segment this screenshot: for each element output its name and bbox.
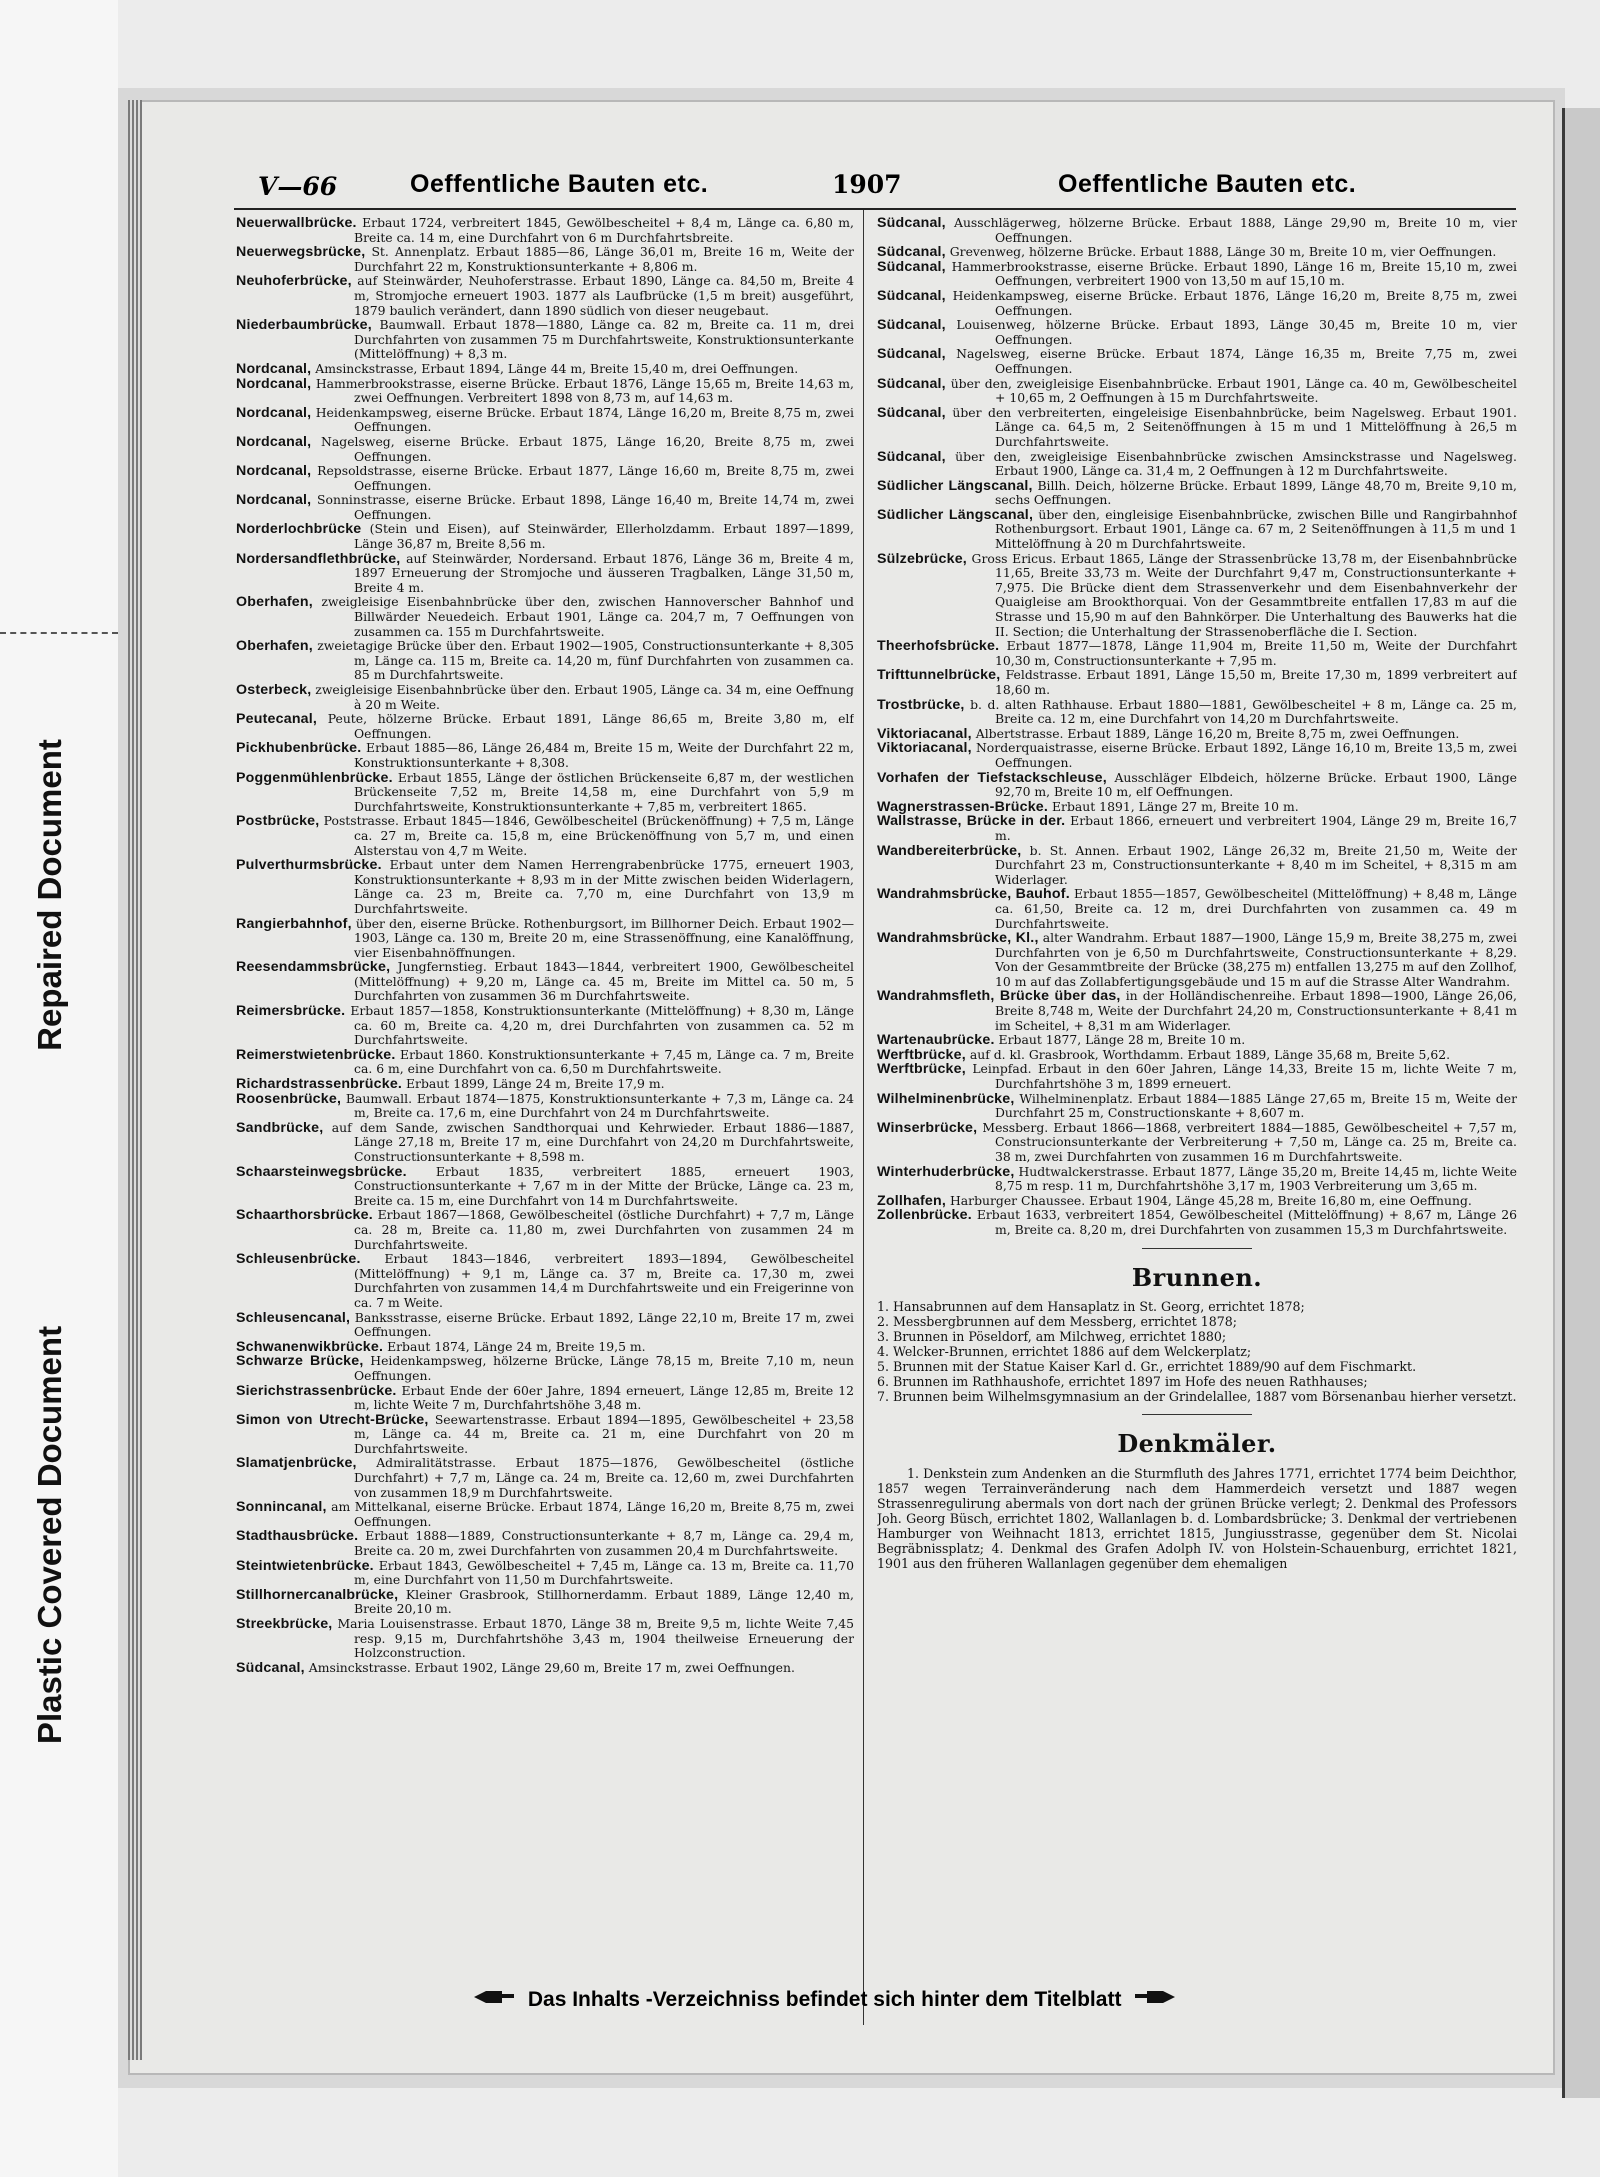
entry-name: Viktoriacanal,	[877, 725, 972, 742]
entry-name: Viktoriacanal,	[877, 740, 972, 757]
entry-name: Wallstrasse, Brücke in der.	[877, 813, 1066, 830]
entry-detail: über den, zweigleisige Eisenbahnbrücke. Erbaut 1901, Länge ca. 40 m, Gewölbescheitel + 10,65 m, 2 Oeffnungen à 15 m Durchfahrtsweite.	[950, 375, 1517, 406]
entry-detail: über den verbreiterten, eingeleisige Eisenbahnbrücke, beim Nagelsweg. Erbaut 1901. Länge ca. 64,5 m, 2 Seitenöffnungen à 15 m und 1 Mittelöffnung à 26,5 m Durchfahrtsweite.	[952, 404, 1517, 449]
entry-detail: St. Annenplatz. Erbaut 1885—86, Länge 36,01 m, Breite 16 m, Weite der Durchfahrt 22 m, Konstruktionsunterkante + 8,806 m.	[354, 244, 854, 274]
entry-detail: Heidenkampsweg, hölzerne Brücke, Länge 78,15 m, Breite 7,10 m, neun Oeffnungen.	[354, 1353, 854, 1383]
entry-name: Pulverthurmsbrücke.	[236, 857, 382, 874]
entry-name: Wandrahmsbrücke, Kl.,	[877, 930, 1039, 947]
footer-note	[466, 1988, 1366, 2018]
entry	[236, 274, 854, 318]
entry-name: Nordcanal,	[236, 492, 312, 509]
entry-detail: Norderquaistrasse, eiserne Brücke. Erbaut 1892, Länge 16,10 m, Breite 13,5 m, zwei Oeffnungen.	[975, 740, 1517, 770]
entry-detail: Heidenkampsweg, eiserne Brücke. Erbaut 1874, Länge 16,20 m, Breite 8,75 m, zwei Oeffnungen.	[315, 404, 854, 435]
entry	[236, 1092, 854, 1121]
list-item: 4. Welcker-Brunnen, errichtet 1886 auf dem Welckerplatz;	[877, 1344, 1252, 1360]
entry	[877, 260, 1517, 289]
entry-name: Nordcanal,	[236, 375, 312, 392]
entry-name: Theerhofsbrücke.	[877, 638, 1000, 655]
entry-name: Oberhafen,	[236, 594, 313, 611]
entry-detail: Peute, hölzerne Brücke. Erbaut 1891, Länge 86,65 m, Breite 3,80 m, elf Oeffnungen.	[327, 711, 854, 741]
entry-name: Trostbrücke,	[877, 696, 965, 713]
column-divider	[863, 210, 864, 2025]
entry-name: Sandbrücke,	[236, 1119, 324, 1136]
entry-detail: Gross Ericus. Erbaut 1865, Länge der Strassenbrücke 13,78 m, der Eisenbahnbrücke 11,65, Breite 33,73 m. Weite der Durchfahrt 9,47 m, Constructionsunterkante + 7,975. Die Brücke dient dem Strassenverkehr und dem Eisenbahnverkehr der Quaigleise am Brookthorquai. Von der Gesammtbreite entfallen 17,83 m auf die Strasse und 15,90 m auf den Bahnkörper. Die Unterhaltung des Bauwerks hat die II. Section; die Unterhaltung der Strassenoberfläche die I. Section.	[971, 550, 1517, 639]
entry-name: Schaarthorsbrücke.	[236, 1207, 373, 1224]
entry-detail: Baumwall. Erbaut 1874—1875, Konstruktionsunterkante + 7,3 m, Länge ca. 24 m, Breite ca. 17,6 m, eine Durchfahrt von 24 m Durchfahrtsweite.	[345, 1090, 854, 1121]
entry	[236, 1617, 854, 1661]
entry-detail: Erbaut 1888—1889, Constructionsunterkante + 8,7 m, Länge ca. 29,4 m, Breite ca. 20 m, zwei Durchfahrten von zusammen 20,4 m Durchfahrtsweite.	[354, 1528, 854, 1559]
entry	[236, 1500, 854, 1529]
entry-detail: Albertstrasse. Erbaut 1889, Länge 16,20 m, Breite 8,75 m, zwei Oeffnungen.	[975, 725, 1460, 741]
entry	[877, 931, 1517, 989]
entry-name: Südcanal,	[877, 287, 946, 304]
entry-detail: Hammerbrookstrasse, eiserne Brücke. Erbaut 1890, Länge 16 m, Breite 15,10 m, zwei Oeffnungen, verbreitert 1900 von 13,50 m auf 15,10 m.	[951, 258, 1517, 289]
entry-detail: Erbaut 1885—86, Länge 26,484 m, Breite 15 m, Weite der Durchfahrt 22 m, Konstruktionsunterkante + 8,308.	[354, 740, 854, 770]
entry-detail: auf Steinwärder, Neuhoferstrasse. Erbaut 1890, Länge ca. 84,50 m, Breite 4 m, Stromjoche erneuert 1903. 1877 als Laufbrücke (1,5 m breit) ausgeführt, 1879 baulich verändert, dann 1890 südlich von dieser neugebaut.	[354, 273, 854, 318]
entry-detail: Erbaut 1843, Gewölbescheitel + 7,45 m, Länge ca. 13 m, Breite ca. 11,70 m, eine Durchfahrt von 11,50 m Durchfahrtsweite.	[354, 1557, 854, 1588]
entry-detail: Erbaut 1855—1857, Gewölbescheitel (Mittelöffnung) + 8,48 m, Länge ca. 61,50, Breite ca. 12 m, drei Durchfahrten von zusammen ca. 49 m Durchfahrtsweite.	[995, 886, 1517, 931]
entry	[236, 960, 854, 1004]
entry-name: Trifttunnelbrücke,	[877, 667, 1001, 684]
list-item: 5. Brunnen mit der Statue Kaiser Karl d. Gr., errichtet 1889/90 auf dem Fischmarkt.	[877, 1359, 1417, 1375]
entry	[236, 1559, 854, 1588]
list-item: 6. Brunnen im Rathhaushofe, errichtet 1897 im Hofe des neuen Rathhauses;	[877, 1374, 1368, 1390]
entry-name: Sierichstrassenbrücke.	[236, 1382, 397, 1399]
denkmaeler-heading: Denkmäler.	[1117, 1429, 1277, 1459]
entry	[877, 245, 1517, 260]
entry	[877, 741, 1517, 770]
entry-name: Wandbereiterbrücke,	[877, 842, 1022, 859]
entry	[236, 1588, 854, 1617]
entry-detail: Billh. Deich, hölzerne Brücke. Erbaut 1899, Länge 48,70 m, Breite 9,10 m, sechs Oeffnungen.	[995, 477, 1517, 508]
entry	[877, 771, 1517, 800]
next-page-edge	[1562, 108, 1600, 2098]
entry-detail: Louisenweg, hölzerne Brücke. Erbaut 1893, Länge 30,45 m, Breite 10 m, vier Oeffnungen.	[956, 317, 1517, 347]
entry	[877, 479, 1517, 508]
entry-detail: Grevenweg, hölzerne Brücke. Erbaut 1888, Länge 30 m, Breite 10 m, vier Oeffnungen.	[949, 244, 1497, 260]
entry	[236, 1384, 854, 1413]
entry-detail: in der Holländischenreihe. Erbaut 1898—1900, Länge 26,06, Breite 8,748 m, Weite der Durchfahrt 24,20 m, Constructionsunterkante + 8,41 m im Scheitel, + 8,31 m am Widerlager.	[995, 988, 1517, 1033]
entry-name: Schaarsteinwegsbrücke.	[236, 1163, 407, 1180]
entry	[236, 522, 854, 551]
entry-name: Wandrahmsbrücke, Bauhof.	[877, 886, 1070, 903]
entry	[877, 1062, 1517, 1091]
footer-text: Das Inhalts -Verzeichniss befindet sich hinter dem Titelblatt	[527, 1988, 1122, 2011]
entry-name: Postbrücke,	[236, 813, 320, 830]
entry-detail: Erbaut 1874, Länge 24 m, Breite 19,5 m.	[387, 1338, 646, 1354]
entry-name: Zollenbrücke.	[877, 1207, 972, 1224]
entry-detail: zweietagige Brücke über den. Erbaut 1902—1905, Constructionsunterkante + 8,305 m, Länge ca. 115 m, Breite ca. 14,20 m, fünf Durchfahrten von zusammen ca. 85 m Durchfahrtsweite.	[317, 638, 854, 683]
entry-name: Streekbrücke,	[236, 1616, 333, 1632]
entry	[877, 377, 1517, 406]
entry-detail: über den, eiserne Brücke. Rothenburgsort, im Billhorner Deich. Erbaut 1902—1903, Länge ca. 130 m, Breite 20 m, eine Strassenöffnung, eine Kanalöffnung, vier Eisenbahnöffnungen.	[354, 915, 854, 960]
entry	[236, 1354, 854, 1383]
entry-name: Winserbrücke,	[877, 1119, 978, 1136]
entry-name: Südlicher Längscanal,	[877, 477, 1033, 494]
entry-detail: am Mittelkanal, eiserne Brücke. Erbaut 1874, Länge 16,20 m, Breite 8,75 m, zwei Oeffnungen.	[331, 1499, 854, 1529]
entry-name: Schwarze Brücke,	[236, 1353, 364, 1370]
entry-detail: Erbaut 1891, Länge 27 m, Breite 10 m.	[1052, 798, 1299, 814]
entry	[877, 814, 1517, 843]
repaired-document-text: Repaired Document	[31, 739, 68, 1051]
page-edges	[128, 100, 142, 2060]
entry-name: Nordcanal,	[236, 360, 312, 377]
entry	[236, 741, 854, 770]
entry-detail: Erbaut 1860. Konstruktionsunterkante + 7,45 m, Länge ca. 7 m, Breite ca. 6 m, eine Durchfahrt von ca. 6,50 m Durchfahrtsweite.	[354, 1046, 854, 1077]
entry	[877, 989, 1517, 1033]
entry-detail: Feldstrasse. Erbaut 1891, Länge 15,50 m, Breite 17,30 m, 1899 verbreitert auf 18,60 m.	[995, 667, 1517, 697]
entry	[236, 712, 854, 741]
entry-name: Schwanenwikbrücke.	[236, 1338, 384, 1355]
entry-name: Oberhafen,	[236, 638, 313, 655]
entry	[236, 464, 854, 493]
entry-name: Werftbrücke,	[877, 1061, 966, 1078]
entry	[877, 450, 1517, 479]
entry-detail: Erbaut 1835, verbreitert 1885, erneuert 1903, Constructionsunterkante + 7,67 m in der Mitte der Brücke, Länge ca. 23 m, Breite ca. 15 m, eine Durchfahrt von 14 m Durchfahrtsweite.	[354, 1163, 854, 1208]
entry	[877, 318, 1517, 347]
entry-name: Südcanal,	[877, 258, 946, 275]
entry	[877, 508, 1517, 552]
entry	[236, 552, 854, 596]
entry-name: Sonnincanal,	[236, 1499, 327, 1516]
entry-name: Norderlochbrücke	[236, 521, 362, 538]
entry	[236, 771, 854, 815]
entry-name: Sülzebrücke,	[877, 550, 967, 567]
entry-detail: Erbaut 1857—1858, Konstruktionsunterkante (Mittelöffnung) + 8,30 m, Länge ca. 60 m, Breite ca. 4,20 m, drei Durchfahrten von zusammen ca. 52 m Durchfahrtsweite.	[350, 1003, 854, 1048]
entry-name: Wandrahmsfleth, Brücke über das,	[877, 988, 1121, 1005]
entry-name: Nordersandflethbrücke,	[236, 550, 401, 567]
entry-name: Schleusenbrücke.	[236, 1251, 361, 1268]
entry	[236, 216, 854, 245]
entry	[236, 1529, 854, 1558]
left-column	[236, 216, 854, 2028]
entry-detail: b. d. alten Rathhause. Erbaut 1880—1881, Gewölbescheitel + 8 m, Länge ca. 25 m, Breite ca. 12 m, eine Durchfahrt von 14,20 m Durchfahrtsweite.	[970, 696, 1517, 727]
entry	[236, 1165, 854, 1209]
entry-name: Südcanal,	[877, 346, 946, 363]
entry-detail: über den, eingleisige Eisenbahnbrücke, zwischen Bille und Rangirbahnhof Rothenburgsort. Erbaut 1901, Länge ca. 67 m, 2 Seitenöffnungen à 11,5 m und 1 Mittelöffnung à 20 m Durchfahrtsweite.	[995, 506, 1517, 552]
entry-name: Südcanal,	[877, 375, 946, 392]
separator-dashes	[0, 632, 118, 634]
entry	[877, 1165, 1517, 1194]
entry	[236, 1340, 854, 1355]
entry-detail: Erbaut 1855, Länge der östlichen Brückenseite 6,87 m, der westlichen Brückenseite 7,52 m, Breite 14,58 m, eine Durchfahrt von 5,9 m Durchfahrtsweite, Konstruktionsunterkante + 7,85 m, verbreitert 1865.	[354, 769, 854, 814]
sidebar-strip	[0, 0, 118, 2177]
entry-name: Niederbaumbrücke,	[236, 317, 372, 334]
entry-detail: Baumwall. Erbaut 1878—1880, Länge ca. 82 m, Breite ca. 11 m, drei Durchfahrten von zusammen 75 m Durchfahrtsweite, Konstruktionsunterkante (Mittelöffnung) + 8,3 m.	[354, 317, 854, 362]
entry-detail: Wilhelminenplatz. Erbaut 1884—1885 Länge 27,65 m, Breite 15 m, Weite der Durchfahrt 25 m, Constructionskante + 8,607 m.	[995, 1090, 1517, 1121]
entry-name: Rangierbahnhof,	[236, 915, 352, 932]
entry-name: Roosenbrücke,	[236, 1090, 342, 1107]
entry	[236, 683, 854, 712]
list-item: 3. Brunnen in Pöseldorf, am Milchweg, errichtet 1880;	[877, 1329, 1227, 1345]
entry-detail: Kleiner Grasbrook, Stillhornerdamm. Erbaut 1889, Länge 12,40 m, Breite 20,10 m.	[354, 1586, 854, 1617]
entry	[877, 216, 1517, 245]
entry-name: Südcanal,	[877, 448, 946, 465]
entry	[877, 347, 1517, 376]
entry	[236, 1311, 854, 1340]
entry-name: Pickhubenbrücke.	[236, 740, 362, 757]
entry	[877, 289, 1517, 318]
entry-name: Nordcanal,	[236, 463, 312, 480]
entry	[236, 1048, 854, 1077]
entry-detail: Amsinckstrasse, Erbaut 1894, Länge 44 m, Breite 15,40 m, drei Oeffnungen.	[315, 360, 799, 376]
entry-name: Wartenaubrücke.	[877, 1032, 995, 1049]
entry-name: Stadthausbrücke.	[236, 1528, 359, 1545]
pointing-hand-icon	[1133, 1988, 1177, 2012]
entry-detail: Erbaut 1866, erneuert und verbreitert 1904, Länge 29 m, Breite 16,7 m.	[995, 813, 1517, 843]
entry	[236, 917, 854, 961]
entry-detail: b. St. Annen. Erbaut 1902, Länge 26,32 m, Breite 21,50 m, Weite der Durchfahrt 23 m, Constructionsunterkante + 8,40 m im Scheitel, + 8,315 m am Widerlager.	[995, 842, 1517, 887]
denkmaeler-text: 1. Denkstein zum Andenken an die Sturmfluth des Jahres 1771, errichtet 1774 beim Deichthor, 1857 wegen Terrainveränderung nach dem Hammerdeich versetzt und 1887 wegen Strassenregulirung abermals von dort nach der grünen Brücke verlegt; 2. Denkmal des Professors Joh. Georg Büsch, errichtet 1802, Wallanlagen b. d. Lombardsbrücke; 3. Denkmal der vertriebenen Hamburger von Weihnacht 1813, errichtet 1815, Jungiusstrasse, gegenüber dem St. Nicolai Begräbnissplatz; 4. Denkmal des Grafen Adolph IV. von Holstein-Schauenburg, errichtet 1821, 1901 aus den früheren Wallanlagen gegenüber dem ehemaligen	[877, 1465, 1517, 1571]
entry-detail: Seewartenstrasse. Erbaut 1894—1895, Gewölbescheitel + 23,58 m, Länge ca. 44 m, Breite ca. 21 m, eine Durchfahrt von 20 m Durchfahrtsweite.	[354, 1411, 854, 1456]
entry-name: Wilhelminenbrücke,	[877, 1090, 1015, 1107]
entry-name: Schleusencanal,	[236, 1309, 351, 1326]
entry-name: Nordcanal,	[236, 404, 312, 421]
header-rule	[234, 208, 1516, 210]
entry	[877, 1048, 1517, 1063]
entry-name: Südcanal,	[877, 244, 946, 261]
repaired-document-label	[31, 739, 68, 1051]
entry-name: Neuerwallbrücke.	[236, 216, 357, 231]
entry	[877, 1194, 1517, 1209]
entry	[236, 1413, 854, 1457]
entry-detail: Hudtwalckerstrasse. Erbaut 1877, Länge 35,20 m, Breite 14,45 m, lichte Weite 8,75 m resp. 11 m, Durchfahrtshöhe 3,17 m, 1903 Verbreiterung um 3,65 m.	[995, 1163, 1517, 1194]
section-rule	[1142, 1248, 1252, 1249]
entry-name: Südcanal,	[236, 1659, 305, 1676]
entry	[236, 362, 854, 377]
entry-name: Zollhafen,	[877, 1192, 946, 1209]
entry	[236, 1252, 854, 1310]
entry-detail: Amsinckstrasse. Erbaut 1902, Länge 29,60 m, Breite 17 m, zwei Oeffnungen.	[308, 1659, 795, 1675]
entry	[236, 245, 854, 274]
entry-detail: Erbaut Ende der 60er Jahre, 1894 erneuert, Länge 12,85 m, Breite 12 m, lichte Weite 7 m, Durchfahrtshöhe 3,48 m.	[354, 1382, 854, 1413]
entry-name: Vorhafen der Tiefstackschleuse,	[877, 769, 1107, 786]
entry-detail: Erbaut 1867—1868, Gewölbescheitel (östliche Durchfahrt) + 7,7 m, Länge ca. 28 m, Breite ca. 11,80 m, zwei Durchfahrten von zusammen 24 m Durchfahrtsweite.	[354, 1207, 854, 1252]
entry	[236, 1208, 854, 1252]
entry	[877, 406, 1517, 450]
entry-detail: Ausschläger Elbdeich, hölzerne Brücke. Erbaut 1900, Länge 92,70 m, Breite 10 m, elf Oeffnungen.	[995, 769, 1517, 800]
entry-detail: Erbaut 1724, verbreitert 1845, Gewölbescheitel + 8,4 m, Länge ca. 6,80 m, Breite ca. 14 m, eine Durchfahrt von 6 m Durchfahrtsbreite.	[354, 216, 854, 245]
entry	[877, 844, 1517, 888]
entry-detail: Erbaut 1633, verbreitert 1854, Gewölbescheitel (Mittelöffnung) + 8,67 m, Länge 26 m, Breite ca. 8,20 m, drei Durchfahrten von zusammen 15,3 m Durchfahrtsweite.	[976, 1207, 1517, 1237]
entry-detail: Jungfernstieg. Erbaut 1843—1844, verbreitert 1900, Gewölbescheitel (Mittelöffnung) + 9,20 m, Länge ca. 45 m, Breite im Mittel ca. 50 m, 5 Durchfahrten von zusammen 36 m Durchfahrtsweite.	[354, 959, 854, 1004]
entry-name: Neuerwegsbrücke,	[236, 244, 366, 261]
section-rule	[1142, 1414, 1252, 1415]
entry-detail: Maria Louisenstrasse. Erbaut 1870, Länge 38 m, Breite 9,5 m, lichte Weite 7,45 resp. 9,15 m, Durchfahrtshöhe 3,43 m, 1904 theilweise Erneuerung der Holzconstruction.	[337, 1616, 854, 1661]
entry-name: Südlicher Längscanal,	[877, 506, 1034, 523]
entry-detail: Hammerbrookstrasse, eiserne Brücke. Erbaut 1876, Länge 15,65 m, Breite 14,63 m, zwei Oeffnungen. Verbreitert 1898 von 8,73 m, auf 14,63 m.	[315, 375, 854, 406]
entry	[236, 1004, 854, 1048]
plastic-covered-label	[31, 1325, 68, 1745]
entry	[877, 1033, 1517, 1048]
entry-detail: Erbaut 1877, Länge 28 m, Breite 10 m.	[998, 1032, 1246, 1048]
list-item: 7. Brunnen beim Wilhelmsgymnasium an der Grindelallee, 1887 vom Börsenanbau hierher versetzt.	[877, 1389, 1517, 1405]
entry-name: Nordcanal,	[236, 433, 312, 450]
entry-name: Stillhornercanalbrücke,	[236, 1586, 399, 1603]
entry-detail: über den, zweigleisige Eisenbahnbrücke zwischen Amsinckstrasse und Nagelsweg. Erbaut 1900, Länge ca. 31,4 m, 2 Oeffnungen à 12 m Durchfahrtsweite.	[955, 448, 1517, 479]
entry-detail: Erbaut 1843—1846, verbreitert 1893—1894, Gewölbescheitel (Mittelöffnung) + 9,1 m, Länge ca. 37 m, Breite ca. 17,30 m, zwei Durchfahrten von zusammen 14,4 m Durchfahrtsweite und ein Freigerinne von ca. 7 m Weite.	[354, 1251, 854, 1310]
entry-detail: Poststrasse. Erbaut 1845—1846, Gewölbescheitel (Brückenöffnung) + 7,5 m, Länge ca. 27 m, Breite ca. 15,8 m, eine Brückenöffnung von 5,7 m, und einen Alsterstau von 4,7 m Weite.	[323, 813, 854, 858]
entry-name: Südcanal,	[877, 216, 946, 231]
entry	[236, 435, 854, 464]
entry-name: Slamatjenbrücke,	[236, 1455, 357, 1472]
list-item: 2. Messbergbrunnen auf dem Messberg, errichtet 1878;	[877, 1314, 1238, 1330]
entry-name: Richardstrassenbrücke.	[236, 1076, 403, 1093]
entry	[877, 1092, 1517, 1121]
entry-detail: Messberg. Erbaut 1866—1868, verbreitert 1884—1885, Gewölbescheitel + 7,57 m, Construcionsunterkante der Verbreiterung + 7,50 m, Länge ca. 25 m, Breite ca. 38 m, zwei Durchfahrten von zusammen 16 m Durchfahrtsweite.	[982, 1119, 1517, 1164]
entry-detail: Ausschlägerweg, hölzerne Brücke. Erbaut 1888, Länge 29,90 m, Breite 10 m, vier Oeffnungen.	[954, 216, 1517, 245]
right-entries	[877, 216, 1517, 1238]
entry-name: Südcanal,	[877, 404, 946, 421]
entry-detail: Banksstrasse, eiserne Brücke. Erbaut 1892, Länge 22,10 m, Breite 17 m, zwei Oeffnungen.	[354, 1309, 854, 1340]
list-item: 1. Hansabrunnen auf dem Hansaplatz in St. Georg, errichtet 1878;	[877, 1299, 1305, 1315]
entry	[236, 406, 854, 435]
entry-detail: alter Wandrahm. Erbaut 1887—1900, Länge 15,9 m, Breite 38,275 m, zwei Durchfahrten von je 6,50 m Durchfahrtsweite, Constructionsunterkante + 8,29. Von der Gesammtbreite der Brücke (38,275 m) entfallen 13,275 m auf den Zollhof, 10 m auf das Zollabfertigungsgebäude und 15 m auf die Strasse Alter Wandrahm.	[995, 930, 1517, 989]
page-header	[236, 170, 1516, 206]
entry-detail: Erbaut 1899, Länge 24 m, Breite 17,9 m.	[406, 1076, 665, 1092]
header-title-right: Oeffentliche Bauten etc.	[1058, 170, 1357, 198]
entry-name: Winterhuderbrücke,	[877, 1163, 1015, 1180]
brunnen-heading: Brunnen.	[1131, 1262, 1263, 1292]
header-year: 1907	[832, 170, 902, 199]
entry	[877, 1121, 1517, 1165]
entry-detail: zweigleisige Eisenbahnbrücke über den, zwischen Hannoverscher Bahnhof und Billwärder Neuedeich. Erbaut 1901, Länge ca. 204,7 m, 7 Oeffnungen von zusammen ca. 155 m Durchfahrtsweite.	[321, 594, 854, 639]
entry	[236, 639, 854, 683]
entry-detail: Heidenkampsweg, eiserne Brücke. Erbaut 1876, Länge 16,20 m, Breite 8,75 m, zwei Oeffnungen.	[952, 287, 1517, 318]
entry-name: Reimerstwietenbrücke.	[236, 1046, 396, 1063]
entry	[877, 727, 1517, 742]
page-number: V—66	[258, 172, 338, 201]
entry	[236, 1456, 854, 1500]
entry-name: Simon von Utrecht-Brücke,	[236, 1411, 429, 1428]
entry-detail: Repsoldstrasse, eiserne Brücke. Erbaut 1877, Länge 16,60 m, Breite 8,75 m, zwei Oeffnungen.	[317, 463, 854, 493]
pointing-hand-icon	[472, 1988, 516, 2012]
entry	[877, 1208, 1517, 1237]
entry-detail: Admiralitätstrasse. Erbaut 1875—1876, Gewölbescheitel (östliche Durchfahrt) + 7,7 m, Länge ca. 24 m, Breite ca. 12,60 m, zwei Durchfahrten von zusammen 18,9 m Durchfahrtsweite.	[354, 1455, 854, 1500]
entry	[877, 800, 1517, 815]
entry	[236, 318, 854, 362]
brunnen-list	[877, 1299, 1517, 1404]
entry-name: Osterbeck,	[236, 682, 312, 698]
entry-detail: zweigleisige Eisenbahnbrücke über den. Erbaut 1905, Länge ca. 34 m, eine Oeffnung à 20 m Weite.	[315, 682, 854, 712]
plastic-covered-text: Plastic Covered Document	[31, 1325, 68, 1745]
entry	[236, 1121, 854, 1165]
entry	[236, 814, 854, 858]
entry-detail: Sonninstrasse, eiserne Brücke. Erbaut 1898, Länge 16,40 m, Breite 14,74 m, zwei Oeffnungen.	[317, 492, 854, 522]
entry-name: Reesendammsbrücke,	[236, 959, 391, 976]
entry-detail: (Stein und Eisen), auf Steinwärder, Ellerholzdamm. Erbaut 1897—1899, Länge 36,87 m, Breite 8,56 m.	[354, 521, 854, 552]
entry-detail: Leinpfad. Erbaut in den 60er Jahren, Länge 14,33, Breite 15 m, lichte Weite 7 m, Durchfahrtshöhe 3 m, 1899 erneuert.	[972, 1061, 1517, 1092]
entry-name: Werftbrücke,	[877, 1046, 966, 1063]
entry-detail: auf Steinwärder, Nordersand. Erbaut 1876, Länge 36 m, Breite 4 m, 1897 Erneuerung der Stromjoche und äusseren Tragbalken, Länge 31,50 m, Breite 4 m.	[354, 550, 854, 595]
entry-name: Neuhoferbrücke,	[236, 273, 352, 290]
entry	[236, 858, 854, 916]
entry-detail: Harburger Chaussee. Erbaut 1904, Länge 45,28 m, Breite 16,80 m, eine Oeffnung.	[949, 1192, 1472, 1208]
entry-detail: auf d. kl. Grasbrook, Worthdamm. Erbaut 1889, Länge 35,68 m, Breite 5,62.	[969, 1046, 1451, 1062]
entry	[877, 639, 1517, 668]
entry	[877, 552, 1517, 640]
entry-detail: Nagelsweg, eiserne Brücke. Erbaut 1875, Länge 16,20, Breite 8,75 m, zwei Oeffnungen.	[321, 433, 854, 464]
entry	[877, 668, 1517, 697]
entry	[236, 1077, 854, 1092]
entry-name: Poggenmühlenbrücke.	[236, 769, 393, 786]
entry	[877, 698, 1517, 727]
entry-name: Südcanal,	[877, 317, 946, 334]
entry-detail: auf dem Sande, zwischen Sandthorquai und Kehrwieder. Erbaut 1886—1887, Länge 27,18 m, Breite 17 m, eine Durchfahrt von 24,20 m Durchfahrtsweite, Constructionsunterkante + 8,598 m.	[331, 1119, 854, 1164]
entry	[236, 1661, 854, 1676]
entry-name: Steintwietenbrücke.	[236, 1557, 374, 1574]
entry-name: Peutecanal,	[236, 711, 318, 728]
header-title-left: Oeffentliche Bauten etc.	[410, 170, 709, 198]
entry-name: Wagnerstrassen-Brücke.	[877, 798, 1049, 815]
entry-detail: Erbaut 1877—1878, Länge 11,904 m, Breite 11,50 m, Weite der Durchfahrt 10,30 m, Constructionsunterkante + 7,95 m.	[995, 638, 1517, 668]
entry-detail: Nagelsweg, eiserne Brücke. Erbaut 1874, Länge 16,35 m, Breite 7,75 m, zwei Oeffnungen.	[956, 346, 1517, 376]
entry	[236, 377, 854, 406]
entry	[236, 595, 854, 639]
entry	[877, 887, 1517, 931]
right-column	[877, 216, 1517, 2028]
entry-detail: Erbaut unter dem Namen Herrengrabenbrücke 1775, erneuert 1903, Konstruktionsunterkante + 8,93 m in der Mitte zwischen beiden Widerlagern, Länge ca. 23 m, Breite ca. 7,70 m, eine Durchfahrt von 13,9 m Durchfahrtsweite.	[354, 857, 854, 916]
entry	[236, 493, 854, 522]
entry-name: Reimersbrücke.	[236, 1003, 346, 1020]
